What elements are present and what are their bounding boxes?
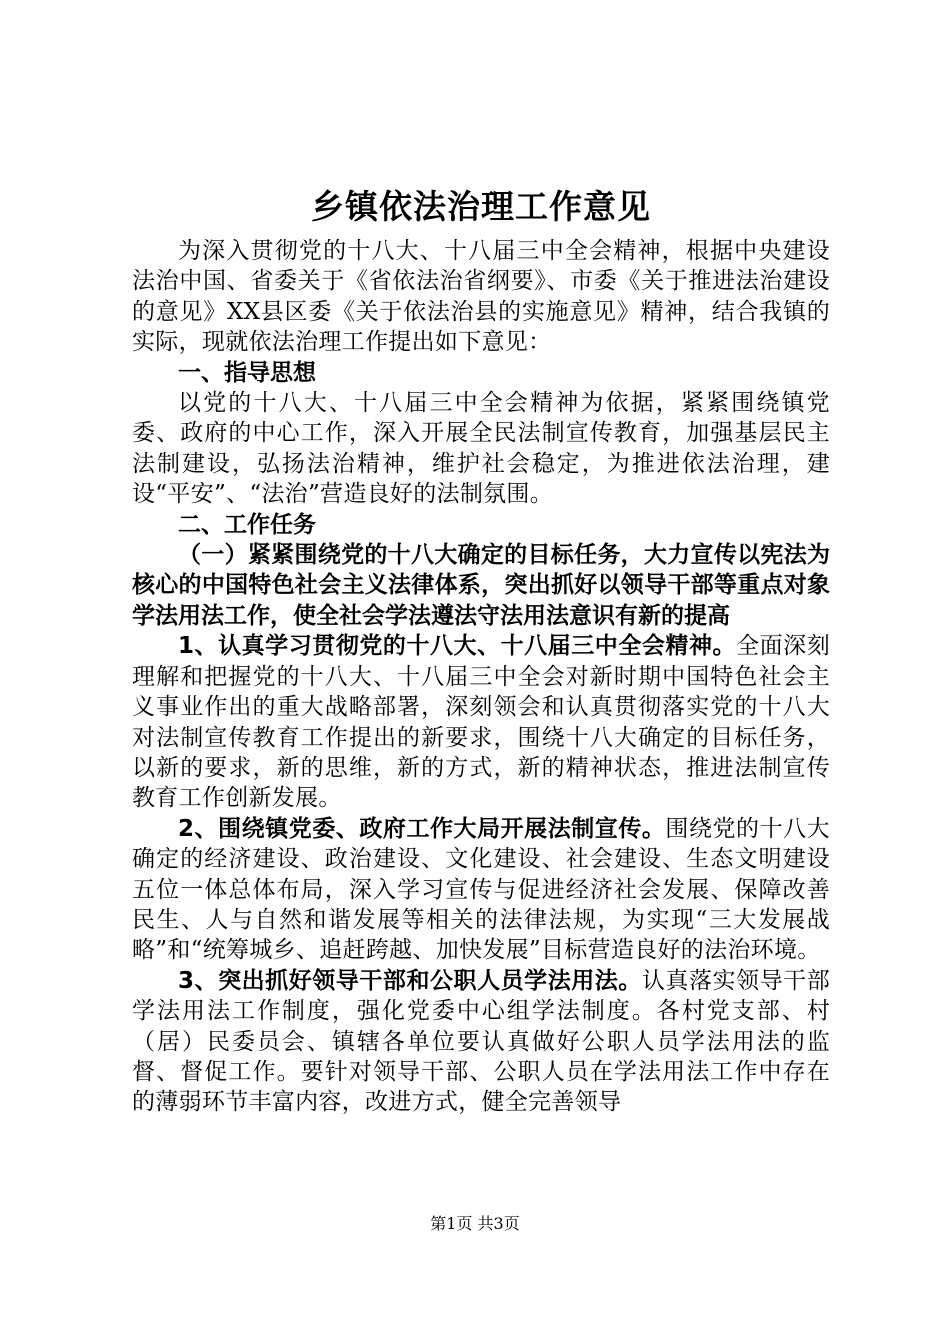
task-item-3-lead: 3、突出抓好领导干部和公职人员学法用法。 xyxy=(178,967,642,994)
section-body-guiding-ideology: 以党的十八大、十八届三中全会精神为依据，紧紧围绕镇党委、政府的中心工作，深入开展全民法制宣传教育，加强基层民主法制建设，弘扬法治精神，维护社会稳定，为推进依法治理，建设“平安”、“法治”营造良好的法制氛围。 xyxy=(132,390,830,508)
task-item-2-lead: 2、围绕镇党委、政府工作大局开展法制宣传。 xyxy=(178,815,666,842)
task-item-2 xyxy=(132,814,830,966)
task-item-3-body: 认真落实领导干部学法用法工作制度，强化党委中心组学法制度。各村党支部、村（居）民委员会、镇辖各单位要认真做好公职人员学法用法的监督、督促工作。要针对领导干部、公职人员在学法用法工作中存在的薄弱环节丰富内容，改进方式，健全完善领导 xyxy=(132,967,830,1116)
section-heading-guiding-ideology: 一、指导思想 xyxy=(178,359,316,386)
intro-paragraph: 为深入贯彻党的十八大、十八届三中全会精神，根据中央建设法治中国、省委关于《省依法治省纲要》、市委《关于推进法治建设的意见》XX县区委《关于依法治县的实施意见》精神，结合我镇的实际，现就依法治理工作提出如下意见： xyxy=(132,238,830,356)
task-item-3 xyxy=(132,966,830,1118)
document-title: 乡镇依法治理工作意见 xyxy=(311,187,651,226)
document-page xyxy=(132,178,830,1118)
task-item-1 xyxy=(132,631,830,813)
page-footer: 第1页 共3页 xyxy=(430,1214,520,1233)
section-heading-work-tasks: 二、工作任务 xyxy=(178,511,316,538)
subsection-heading-1: （一）紧紧围绕党的十八大确定的目标任务，大力宣传以宪法为核心的中国特色社会主义法律体系，突出抓好以领导干部等重点对象学法用法工作，使全社会学法遵法守法用法意识有新的提高 xyxy=(132,542,830,629)
task-item-1-lead: 1、认真学习贯彻党的十八大、十八届三中全会精神。 xyxy=(178,633,737,660)
task-item-1-body: 全面深刻理解和把握党的十八大、十八届三中全会对新时期中国特色社会主义事业作出的重大战略部署，深刻领会和认真贯彻落实党的十八大对法制宣传教育工作提出的新要求，围绕十八大确定的目标任务，以新的要求，新的思维，新的方式，新的精神状态，推进法制宣传教育工作创新发展。 xyxy=(132,633,831,812)
task-item-2-body: 围绕党的十八大确定的经济建设、政治建设、文化建设、社会建设、生态文明建设五位一体总体布局，深入学习宣传与促进经济社会发展、保障改善民生、人与自然和谐发展等相关的法律法规，为实现“三大发展战略”和“统筹城乡、追赶跨越、加快发展”目标营造良好的法治环境。 xyxy=(132,815,830,964)
